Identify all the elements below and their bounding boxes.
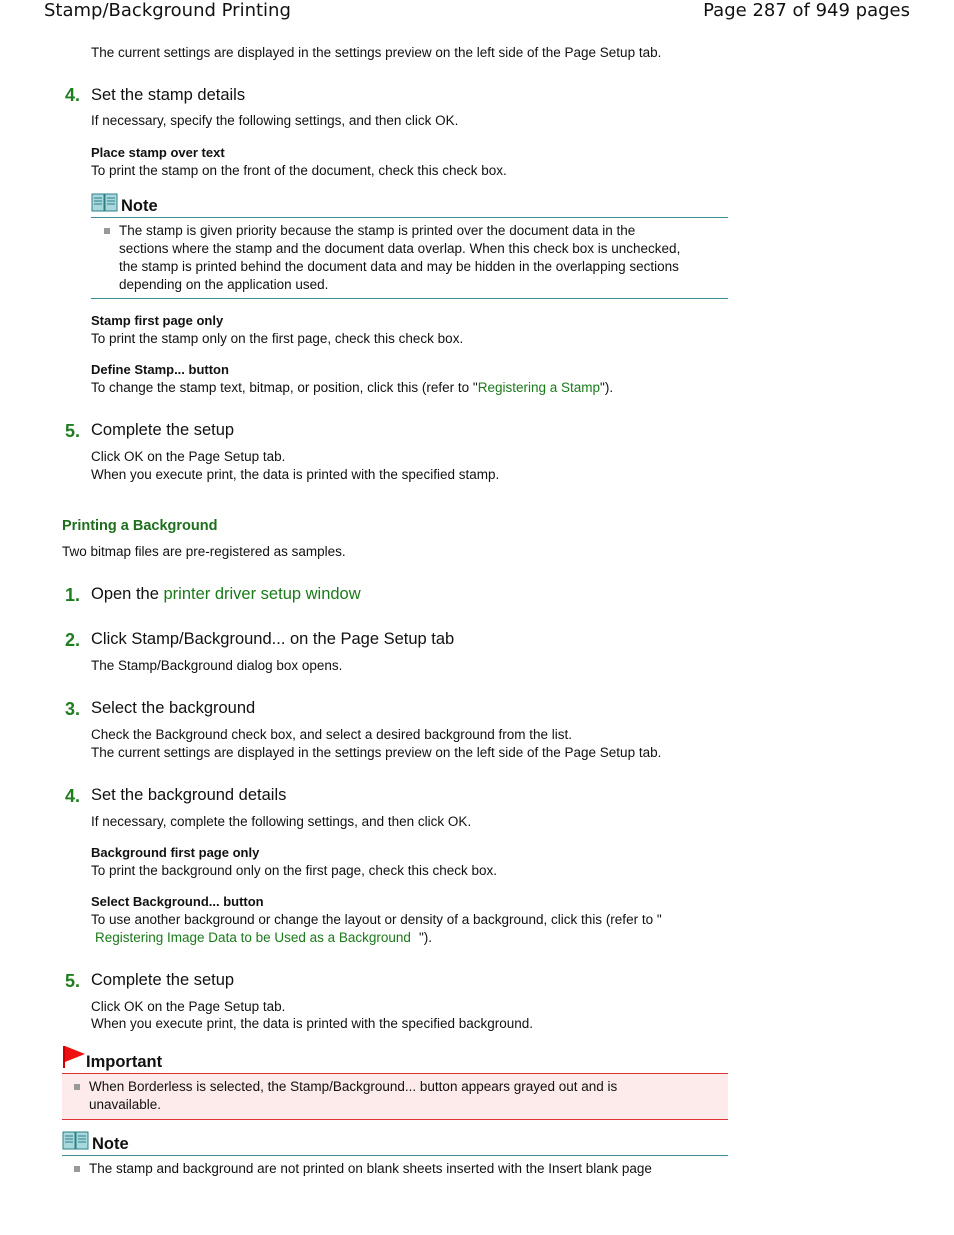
step-desc: When you execute print, the data is printed with the specified background. [91,1016,534,1031]
page-title: Stamp/Background Printing [44,0,291,21]
step-desc: Click OK on the Page Setup tab. [91,449,286,464]
note-bottom-rule [91,298,728,299]
note-line: The stamp is given priority because the stamp is printed over the document data in the [119,223,636,238]
note-icon [62,1130,90,1152]
option-desc-text: "). [600,380,614,395]
note-top-rule [91,217,728,218]
step-desc: The Stamp/Background dialog box opens. [91,658,343,673]
page-number: Page 287 of 949 pages [703,0,910,21]
step-title-text: Open the [91,585,164,603]
option-desc: To print the stamp only on the first page, check this check box. [91,331,464,346]
option-label: Stamp first page only [91,313,224,328]
step-title: Click Stamp/Background... on the Page Setup tab [91,630,455,648]
option-label: Background first page only [91,845,260,860]
step-desc: If necessary, specify the following settings, and then click OK. [91,113,459,128]
important-line: unavailable. [89,1097,162,1112]
note-heading: Note [92,1135,129,1153]
note-heading: Note [121,197,158,215]
step-title [91,585,361,604]
note-line: sections where the stamp and the document data overlap. When this check box is unchecked, [119,241,681,256]
step-number: 4. [65,786,81,806]
option-desc: To print the background only on the first page, check this check box. [91,863,497,878]
bullet-icon [104,228,110,234]
registering-image-data-link[interactable]: Registering Image Data to be Used as a Background [95,930,411,945]
option-label: Select Background... button [91,894,264,909]
option-label: Define Stamp... button [91,362,229,377]
step-number: 4. [65,85,81,105]
option-desc: To use another background or change the layout or density of a background, click this (refer to " [91,912,662,927]
intro-text: The current settings are displayed in the settings preview on the left side of the Page Setup tab. [91,45,662,60]
registering-stamp-link[interactable]: Registering a Stamp [477,380,601,395]
step-title: Set the background details [91,786,287,804]
important-line: When Borderless is selected, the Stamp/Background... button appears grayed out and is [89,1079,618,1094]
step-title: Select the background [91,699,256,717]
note-line: depending on the application used. [119,277,329,292]
option-desc [95,929,432,947]
note-icon [91,192,119,214]
step-number: 3. [65,699,81,719]
note-top-rule [62,1155,728,1156]
note-line: the stamp is printed behind the document data and may be hidden in the overlapping sections [119,259,679,274]
bullet-icon [74,1166,80,1172]
option-desc-text: To change the stamp text, bitmap, or position, click this (refer to " [91,380,478,395]
step-desc: If necessary, complete the following settings, and then click OK. [91,814,472,829]
section-desc: Two bitmap files are pre-registered as samples. [62,544,346,559]
step-title: Complete the setup [91,421,235,439]
note-line: The stamp and background are not printed on blank sheets inserted with the Insert blank page [89,1161,652,1176]
step-desc: When you execute print, the data is printed with the specified stamp. [91,467,500,482]
option-label: Place stamp over text [91,145,225,160]
step-title: Set the stamp details [91,86,246,104]
step-desc: Check the Background check box, and select a desired background from the list. [91,727,573,742]
important-heading: Important [86,1053,163,1071]
section-heading: Printing a Background [62,518,218,534]
step-number: 5. [65,971,81,991]
important-flag-icon [62,1045,86,1069]
option-desc: To print the stamp on the front of the document, check this check box. [91,163,507,178]
step-number: 5. [65,421,81,441]
printer-driver-setup-link[interactable]: printer driver setup window [163,585,361,603]
option-desc-text: "). [418,930,432,945]
step-desc: The current settings are displayed in the settings preview on the left side of the Page Setup tab. [91,745,662,760]
step-number: 1. [65,585,81,605]
step-title: Complete the setup [91,971,235,989]
option-desc [91,379,613,397]
step-desc: Click OK on the Page Setup tab. [91,999,286,1014]
bullet-icon [74,1084,80,1090]
step-number: 2. [65,630,81,650]
